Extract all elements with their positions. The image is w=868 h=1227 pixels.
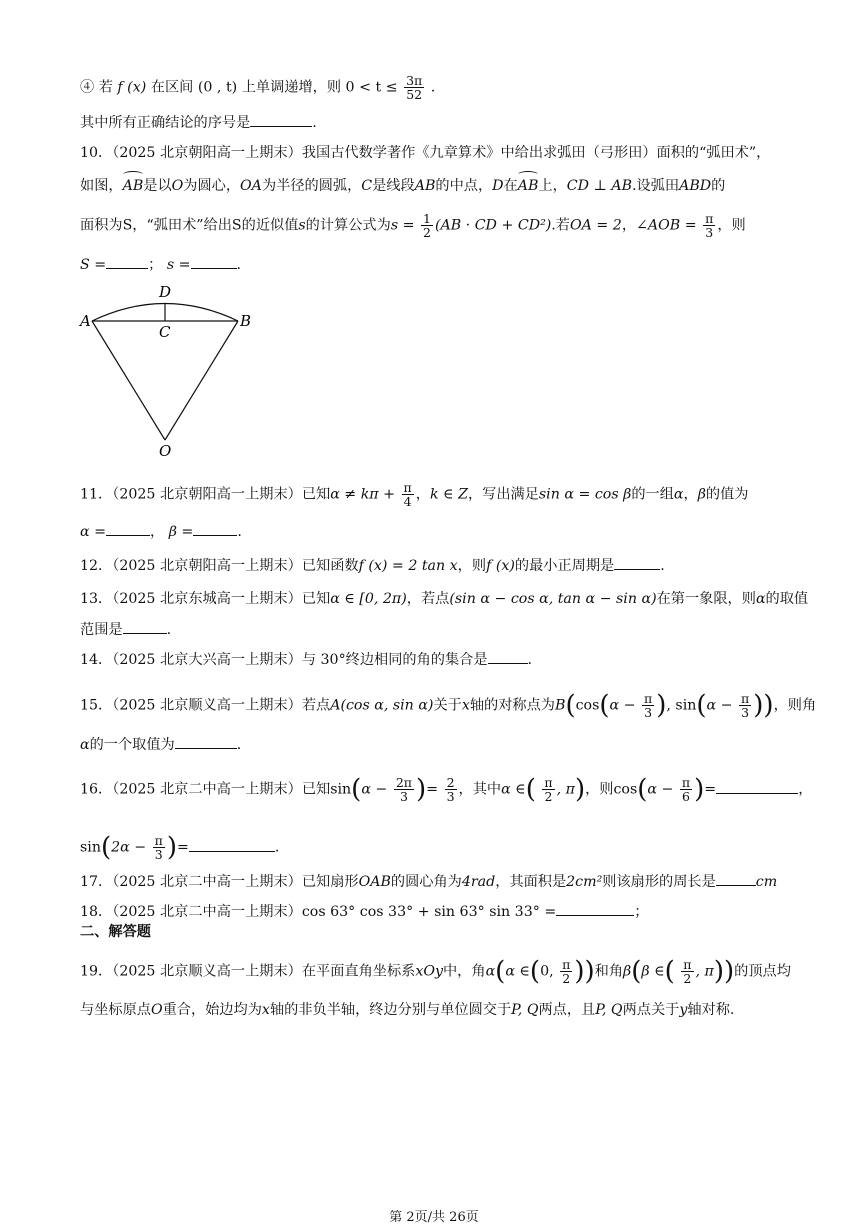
answer-blank <box>556 901 634 916</box>
q17-line: 17．（2025 北京二中高一上期末）已知扇形OAB的圆心角为4rad，其面积是2cm²则该扇形的周长是 cm <box>80 871 777 892</box>
label-a: A <box>80 312 91 330</box>
q10-line3: 面积为S，“弧田术”给出S的近似值s的计算公式为s = $\frac{1}{2}$ (AB · CD + CD²).若OA = 2，∠AOB = $\frac{\pi}{3}$ ，则 <box>80 211 746 240</box>
answer-blank <box>488 649 528 664</box>
q10-line2: 如图，AB是以O为圆心，OA为半径的圆弧，C是线段AB的中点，D在AB上，CD ⊥ AB.设弧田ABD的 <box>80 178 726 194</box>
q16-line2: sin(2α − $\frac{\pi}{3}$ )= . <box>80 832 280 863</box>
fraction: $\frac{1}{2}$ <box>423 211 431 240</box>
label-b: B <box>240 312 252 330</box>
q12-line: 12．（2025 北京朝阳高一上期末）已知函数f (x) = 2 tan x，则f (x)的最小正周期是 . <box>80 555 665 576</box>
text: . <box>430 79 436 96</box>
fraction: $\frac{\pi}{2}$ <box>683 957 692 986</box>
fraction: $\frac{\pi}{3}$ <box>741 691 750 720</box>
answer-blank <box>175 734 237 749</box>
math: (0 , t) <box>197 79 238 96</box>
fraction: $\frac{2}{3}$ <box>446 775 455 804</box>
q13-line1: 13．（2025 北京东城高一上期末）已知α ∈ [0, 2π)，若点(sin α − cos α, tan α − sin α)在第一象限，则α的取值 <box>80 591 809 607</box>
radius-oa <box>92 321 165 440</box>
math: 0 < t ≤ <box>345 79 398 96</box>
conclusion-line: 其中所有正确结论的序号是 . <box>80 112 317 133</box>
arc-ab: AB <box>122 178 144 194</box>
text: 10．（2025 北京朝阳高一上期末）我国古代数学著作《九章算术》中给出求弧田（弓形田）面积的“弧田术”， <box>80 145 771 161</box>
q15-line2: α的一个取值为 . <box>80 734 241 755</box>
q19-line2: 与坐标原点O重合，始边均为x轴的非负半轴，终边分别与单位圆交于P, Q两点，且P, Q两点关于y轴对称. <box>80 1002 735 1018</box>
text: ④ 若 <box>80 79 113 96</box>
statement-4 <box>80 74 435 101</box>
text: 其中所有正确结论的序号是 <box>80 115 251 131</box>
fraction: $\frac{3\pi}{52}$ <box>406 73 423 102</box>
fraction: $\frac{\pi}{2}$ <box>562 957 571 986</box>
q11-line1: 11．（2025 北京朝阳高一上期末）已知α ≠ kπ + $\frac{\pi}{4}$ ，k ∈ Z，写出满足sin α = cos β的一组α，β的值为 <box>80 480 749 509</box>
q10-line4: S = ； s = . <box>80 254 241 275</box>
fraction: $\frac{\pi}{3}$ <box>705 211 714 240</box>
answer-blank <box>614 555 660 570</box>
fraction: $\frac{\pi}{6}$ <box>681 775 691 804</box>
q18-line: 18．（2025 北京二中高一上期末）cos 63° cos 33° + sin 63° sin 33° = ； <box>80 901 648 922</box>
answer-blank <box>716 871 756 886</box>
fraction: $\frac{\pi}{3}$ <box>154 833 163 862</box>
fraction: $\frac{\pi}{4}$ <box>403 480 412 509</box>
fraction: $\frac{\pi}{2}$ <box>544 775 553 804</box>
radius-ob <box>165 321 238 440</box>
answer-blank <box>189 837 275 852</box>
answer-blank <box>106 254 148 269</box>
fraction: $\frac{\pi}{3}$ <box>644 691 653 720</box>
answer-blank <box>106 521 150 536</box>
text: 上单调递增，则 <box>241 79 342 96</box>
answer-blank <box>716 779 798 794</box>
q15-line1: 15．（2025 北京顺义高一上期末）若点A(cos α, sin α)关于x轴的对称点为B(cos(α − $\frac{\pi}{3}$ ), sin(α − $\frac{\pi}{3}$ ))，则角 <box>80 690 817 721</box>
fraction: $\frac{2\pi}{3}$ <box>395 775 412 804</box>
q11-line2: α = ， β = . <box>80 521 242 542</box>
q13-line2: 范围是 . <box>80 619 171 640</box>
q16-line1: 16．（2025 北京二中高一上期末）已知sin(α − $\frac{2\pi}{3}$ )= $\frac{2}{3}$ ，其中α ∈( $\frac{\pi}{2}$ , π)，则cos(α − $\frac{\pi}{6}$ )= ， <box>80 774 813 805</box>
label-o: O <box>159 442 172 460</box>
sector-figure <box>78 282 268 460</box>
q14-line: 14．（2025 北京大兴高一上期末）与 30°终边相同的角的集合是 . <box>80 649 532 670</box>
math: f (x) <box>117 79 147 96</box>
page-footer: 第 2页/共 26页 <box>389 1210 479 1225</box>
label-d: D <box>159 283 172 301</box>
q10-line1 <box>80 143 770 163</box>
answer-blank <box>193 521 237 536</box>
text: 在区间 <box>150 79 194 96</box>
answer-blank <box>191 254 237 269</box>
section-title: 二、解答题 <box>80 924 151 940</box>
answer-blank <box>250 112 312 127</box>
label-c: C <box>159 323 171 341</box>
q19-line1: 19．（2025 北京顺义高一上期末）在平面直角坐标系xOy中，角α(α ∈(0, $\frac{\pi}{2}$ ))和角β(β ∈( $\frac{\pi}{2}$ , π))的顶点均 <box>80 956 791 987</box>
answer-blank <box>123 619 167 634</box>
